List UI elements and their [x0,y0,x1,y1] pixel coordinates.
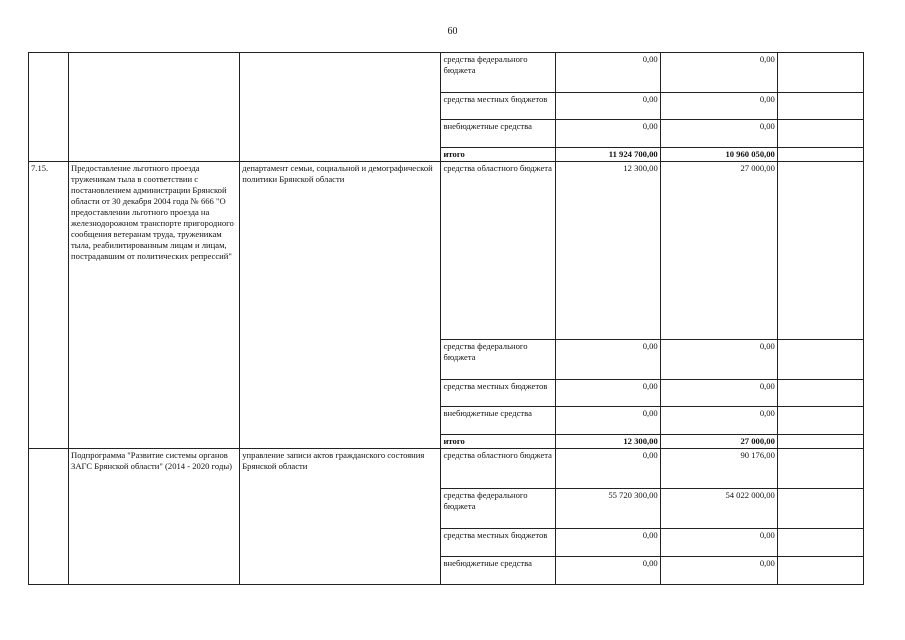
table-row [29,53,864,93]
amount-year2: 0,00 [660,557,777,585]
empty-cell [777,435,863,449]
amount-year1: 0,00 [555,120,660,148]
funding-source: внебюджетные средства [441,557,555,585]
executor-cell: департамент семьи, социальной и демографической политики Брянской области [240,162,441,449]
empty-cell [777,120,863,148]
amount-year2: 0,00 [660,53,777,93]
amount-year2: 0,00 [660,120,777,148]
empty-cell [777,53,863,93]
table-row [29,449,864,489]
amount-year2: 27 000,00 [660,162,777,340]
item-name-cell [69,53,240,162]
empty-cell [777,93,863,120]
empty-cell [777,489,863,529]
amount-year1: 0,00 [555,449,660,489]
amount-year1: 0,00 [555,53,660,93]
item-name-cell: Предоставление льготного проезда труженикам тыла в соответствии с постановлением администрации Брянской области от 30 декабря 2004 года № 666 "О предоставлении льготного проезда на железнодорожном транспорте пригородного сообщения ветеранам труда, труженикам тыла, реабилитированным лицам и лицам, пострадавшим от политических репрессий" [69,162,240,449]
empty-cell [777,148,863,162]
funding-source: средства федерального бюджета [441,489,555,529]
amount-year1: 12 300,00 [555,162,660,340]
funding-source: средства областного бюджета [441,162,555,340]
amount-year1: 0,00 [555,557,660,585]
amount-year1: 0,00 [555,93,660,120]
item-number-cell [29,449,69,585]
empty-cell [777,380,863,407]
empty-cell [777,557,863,585]
amount-year1: 0,00 [555,340,660,380]
funding-source: средства местных бюджетов [441,529,555,557]
amount-year2: 10 960 050,00 [660,148,777,162]
amount-year2: 90 176,00 [660,449,777,489]
amount-year2: 0,00 [660,340,777,380]
amount-year2: 0,00 [660,407,777,435]
item-number-cell [29,53,69,162]
amount-year1: 0,00 [555,380,660,407]
amount-year1: 0,00 [555,529,660,557]
empty-cell [777,340,863,380]
funding-source: средства местных бюджетов [441,380,555,407]
funding-source: средства местных бюджетов [441,93,555,120]
empty-cell [777,162,863,340]
amount-year1: 11 924 700,00 [555,148,660,162]
amount-year2: 27 000,00 [660,435,777,449]
amount-year2: 54 022 000,00 [660,489,777,529]
item-number-cell: 7.15. [29,162,69,449]
empty-cell [777,529,863,557]
funding-source: внебюджетные средства [441,120,555,148]
empty-cell [777,407,863,435]
amount-year1: 55 720 300,00 [555,489,660,529]
executor-cell: управление записи актов гражданского состояния Брянской области [240,449,441,585]
executor-cell [240,53,441,162]
amount-year2: 0,00 [660,93,777,120]
budget-table [28,52,864,585]
empty-cell [777,449,863,489]
page-number: 60 [447,26,458,37]
table-row [29,162,864,340]
amount-year2: 0,00 [660,529,777,557]
amount-year1: 0,00 [555,407,660,435]
item-name-cell: Подпрограмма "Развитие системы органов ЗАГС Брянской области" (2014 - 2020 годы) [69,449,240,585]
amount-year2: 0,00 [660,380,777,407]
funding-source: средства федерального бюджета [441,340,555,380]
funding-source: внебюджетные средства [441,407,555,435]
funding-source: средства федерального бюджета [441,53,555,93]
funding-source: средства областного бюджета [441,449,555,489]
funding-source: итого [441,435,555,449]
funding-source: итого [441,148,555,162]
amount-year1: 12 300,00 [555,435,660,449]
